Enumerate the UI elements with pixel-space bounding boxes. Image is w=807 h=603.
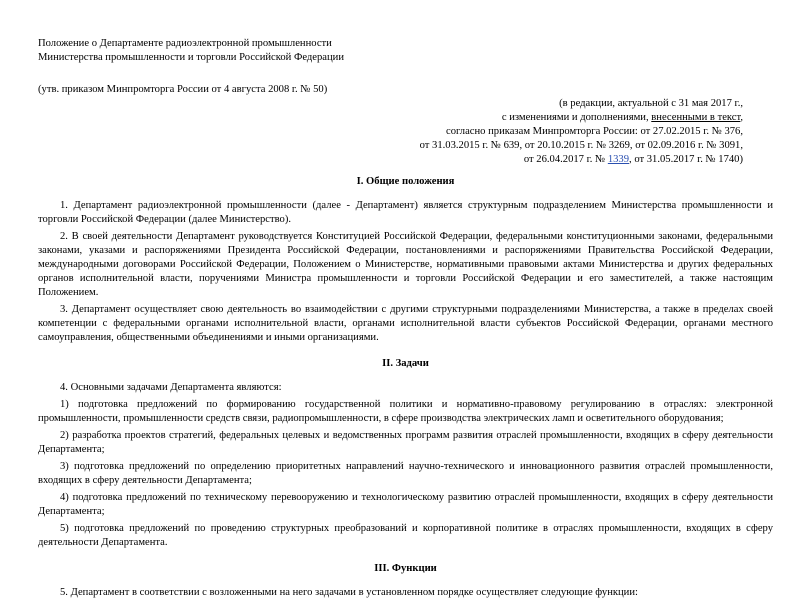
paragraph-4: 4. Основными задачами Департамента являются:	[60, 382, 282, 393]
paragraph-1: 1. Департамент радиоэлектронной промышленности (далее - Департамент) является структурным подразделением Министерства промышленности и торговли Российской Федерации (далее Министерство).	[38, 200, 773, 225]
document-title	[38, 37, 773, 65]
paragraph-4-item-3: 3) подготовка предложений по определению приоритетных направлений научно-технического и инновационного развития отраслей промышленности, входящих в сферу деятельности Департамента;	[38, 461, 773, 486]
order-1339-link[interactable]: 1339	[607, 154, 630, 165]
paragraph-5: 5. Департамент в соответствии с возложенными на него задачами в установленном порядке осуществляет следующие функции:	[60, 587, 638, 598]
edition-line-5-text: от 26.04.2017 г. №	[523, 154, 608, 165]
edition-line-4: от 31.03.2015 г. № 639, от 20.10.2015 г. № 3269, от 02.09.2016 г. № 3091,	[419, 140, 743, 151]
edition-line-2-text: с изменениями и дополнениями,	[501, 112, 652, 123]
amendments-link[interactable]: внесенными в текст	[651, 112, 741, 123]
edition-line-2	[38, 111, 743, 125]
paragraph-4-item-1: 1) подготовка предложений по формированию государственной политики и нормативно-правовому регулированию в отраслях: электронной промышленности, промышленности средств связи, радиопромышленности, в сфере производства электрических ламп и осветительного оборудования;	[38, 399, 773, 424]
paragraph-2: 2. В своей деятельности Департамент руководствуется Конституцией Российской Федерации, федеральными конституционными законами, федеральными законами, указами и распоряжениями Президента Российской Федерации, постановлениями и распоряжениями Правительства Российской Федерации, международными договорами Российской Федерации, Положением о Министерстве, нормативными правовыми актами Министерства и других федеральных органов исполнительной власти, поручениями Министра промышленности и торговли Российской Федерации и его заместителей, а также настоящим Положением.	[38, 231, 773, 298]
section-3-heading: III. Функции	[374, 563, 437, 574]
paragraph-4-item-5: 5) подготовка предложений по проведению структурных преобразований и корпоративной политике в отраслях промышленности, входящих в сферу деятельности Департамента.	[38, 523, 773, 548]
title-line-2: Министерства промышленности и торговли Российской Федерации	[38, 52, 345, 63]
edition-line-5	[38, 153, 743, 167]
section-1-heading: I. Общие положения	[356, 176, 455, 187]
edition-line-2-end: ,	[740, 112, 743, 123]
title-line-1: Положение о Департаменте радиоэлектронной промышленности	[38, 38, 332, 49]
paragraph-4-item-2: 2) разработка проектов стратегий, федеральных целевых и ведомственных программ развития отраслей промышленности, входящих в сферу деятельности Департамента;	[38, 430, 773, 455]
edition-line-1: (в редакции, актуальной с 31 мая 2017 г.,	[559, 98, 743, 109]
paragraph-4-item-4: 4) подготовка предложений по техническому перевооружению и технологическому развитию отраслей промышленности, входящих в сферу деятельности Департамента;	[38, 492, 773, 517]
edition-block	[38, 97, 773, 167]
document-page	[38, 37, 773, 603]
edition-line-5-end: , от 31.05.2017 г. № 1740)	[629, 154, 743, 165]
paragraph-3: 3. Департамент осуществляет свою деятельность во взаимодействии с другими структурными подразделениями Министерства, а также в пределах своей компетенции с федеральными органами исполнительной власти, органами исполнительной власти субъектов Российской Федерации, органами местного самоуправления, общественными объединениями и иными организациями.	[38, 304, 773, 343]
edition-line-3: согласно приказам Минпромторга России: от 27.02.2015 г. № 376,	[446, 126, 743, 137]
section-2-heading: II. Задачи	[382, 358, 429, 369]
approval-note: (утв. приказом Минпромторга России от 4 августа 2008 г. № 50)	[38, 84, 328, 95]
